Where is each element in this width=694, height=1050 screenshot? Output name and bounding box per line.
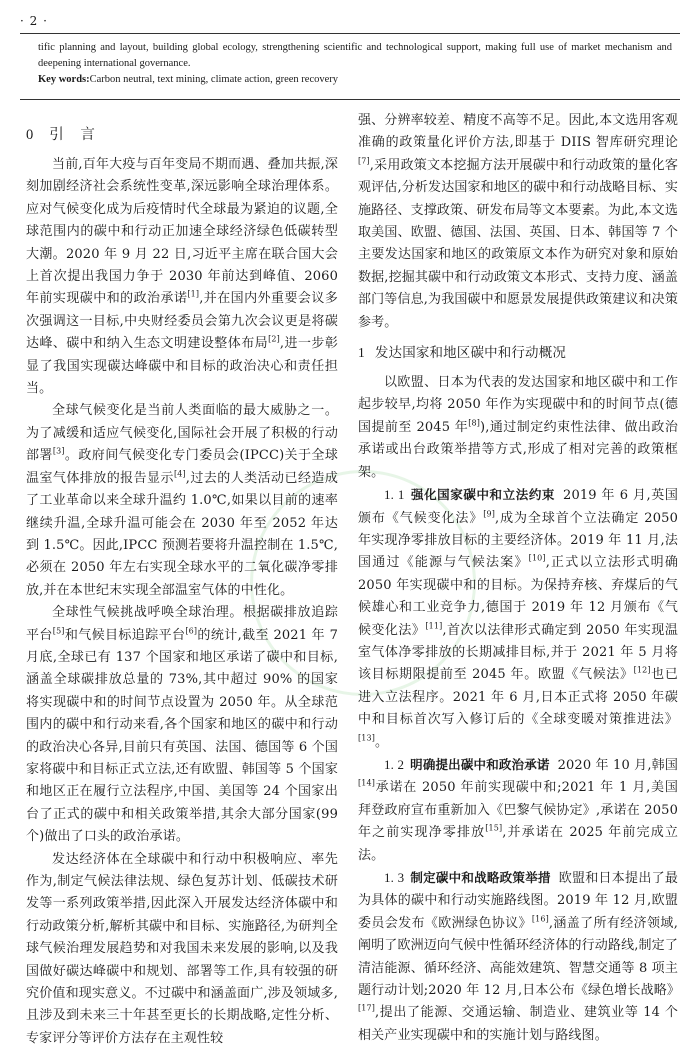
citation-ref: [7] [358, 156, 370, 166]
text-run: 。 [375, 734, 389, 750]
text-run: 以欧盟、日本为代表的发达国家和地区碳中和工作起步较早,均将 2050 年作为实现碳中和的时间节点(德国提前至 2045 年 [358, 375, 678, 435]
citation-ref: [11] [425, 621, 443, 631]
text-run: ,过去的人类活动已经造成了工业革命以来全球升温约 1.0℃,如果以目前的速率继续升温,全球升温可能会在 2030 年至 2052 年达到 1.5℃。因此,IPCC 预测若要将升温控制在 1.5℃,必须在 2050 年左右实现全球水平的二氧化碳净零排放,并在本世纪末实现全部温室气体的中性化。 [26, 470, 339, 598]
page-number: · 2 · [20, 14, 48, 28]
section-heading-intro [26, 122, 338, 148]
subsection-number: 1. 3 [384, 870, 405, 885]
text-run: ,采用政策文本挖掘方法开展碳中和行动政策的量化客观评估,分析发达国家和地区的碳中和行动战略目标、实施路径、支撑政策、研发布局等文本要素。为此,本文选取美国、欧盟、德国、法国、英国、日本、韩国等 7 个主要发达国家和地区的政策原文本作为研究对象和原始数据,挖掘其碳中和行动政策文本形式、支持力度、涵盖部门等信息,为我国碳中和愿景发展提供政策建议和决策参考。 [358, 157, 678, 330]
citation-ref: [5] [52, 626, 65, 636]
subsection-1-1 [358, 484, 678, 754]
intro-paragraph-1 [26, 154, 338, 400]
citation-ref: [14] [358, 779, 376, 789]
text-run: ,并在国内外重要会议多次强调这一目标,中央财经委员会第九次会议更是将碳达峰、碳中和纳入生态文明建设整体布局 [26, 291, 338, 352]
right-column [358, 110, 681, 1047]
keywords-line [38, 72, 672, 88]
text-run: 全球性气候挑战呼唤全球治理。根据碳排放追踪平台 [26, 605, 338, 643]
text-run: ),通过制定约束性法律、做出政治承诺或出台政策举措等方式,形成了相对完善的政策框架。 [358, 419, 679, 480]
text-run: 强、分辨率较差、精度不高等不足。因此,本文选用客观准确的政策量化评价方法,即基于 DIIS 智库研究理论 [358, 113, 678, 151]
text-run: ,正式以立法形式明确 2050 年实现碳中和的目标。为保持弃核、弃煤后的气候雄心和工业竞争力,德国于 2019 年 12 月颁布《气候变化法》 [358, 555, 678, 638]
text-run: 欧盟和日本提出了最为具体的碳中和行动实施路线图。2019 年 12 月,欧盟委员会发布《欧洲绿色协议》 [358, 871, 678, 931]
section-number: 1 [358, 345, 365, 361]
citation-ref: [9] [483, 509, 496, 519]
keywords-text: Carbon neutral, text mining, climate action, green recovery [89, 74, 339, 85]
citation-ref: [17] [358, 1004, 376, 1014]
citation-ref: [13] [358, 733, 376, 743]
citation-ref: [6] [185, 626, 198, 636]
citation-ref: [2] [268, 334, 280, 344]
text-run: ,成为全球首个立法确定 2050 年实现净零排放目标的主要经济体。2019 年 11 月,法国通过《能源与气候法案》 [358, 510, 678, 571]
citation-ref: [1] [187, 290, 200, 300]
subsection-1-2 [358, 754, 678, 867]
header-rule [20, 33, 680, 34]
abstract-rule [20, 99, 680, 100]
abstract-text: tific planning and layout, building global ecology, strengthening scientific and technological support, making full use of market mechanism and deepening international governance. [38, 42, 672, 69]
text-run: 。政府间气候变化专门委员会(IPCC)关于全球温室气体排放的报告显示 [26, 448, 338, 486]
subsection-title: 制定碳中和战略政策举措 [410, 870, 551, 885]
citation-ref: [10] [528, 553, 546, 563]
text-run: 承诺在 2050 年前实现碳中和;2021 年 1 月,美国拜登政府宣布重新加入《巴黎气候协定》,承诺在 2050 年之前实现净零排放 [358, 780, 678, 841]
keywords-label: Key words: [38, 74, 90, 85]
intro-paragraph-4: 发达经济体在全球碳中和行动中积极响应、率先作为,制定气候法律法规、绿色复苏计划、低碳技术研发等一系列政策举措,因此深入开展发达经济体碳中和行动政策分析,解析其碳中和目标、实施路径,为研判全球气候治理发展趋势和对我国未来发展的影响,以及我国做好碳达峰碳中和规划、部署等工作,具有较强的研究价值和现实意义。不过碳中和涵盖面广,涉及领域多,且涉及到未来三十年甚至更长的长期战略,定性分析、专家评分等评价方法存在主观性较 [26, 851, 338, 1046]
left-column [26, 116, 338, 1050]
subsection-1-3 [358, 867, 681, 1047]
section-title: 引 言 [49, 127, 101, 143]
text-run: 全球气候变化是当前人类面临的最大威胁之一。为了减缓和适应气候变化,国际社会开展了积极的行动部署 [26, 403, 338, 464]
subsection-title: 强化国家碳中和立法约束 [410, 487, 556, 503]
subsection-number: 1. 1 [384, 487, 405, 503]
text-run: ,首次以法律形式确定到 2050 年实现温室气体净零排放的长期减排目标,并于 2021 年 5 月将该目标期限提前至 2045 年。欧盟《气候法》 [358, 622, 678, 683]
text-run: 2019 年 6 月,英国颁布《气候变化法》 [358, 488, 678, 526]
citation-ref: [4] [173, 469, 186, 479]
text-run: 也已进入立法程序。2021 年 6 月,日本正式将 2050 年碳中和目标首次写入修订后的《全球变暖对策推进法》 [358, 667, 678, 728]
text-run: ,涵盖了所有经济领域,阐明了欧洲迈向气候中性循环经济体的行动路线,制定了清洁能源、循环经济、高能效建筑、智慧交通等 8 项主题行动计划;2020 年 12 月,日本公布《绿色增长战略》 [358, 915, 681, 999]
text-run: ,并承诺在 2025 年前完成立法。 [358, 825, 678, 863]
text-run: 2020 年 10 月,韩国 [557, 757, 678, 773]
intro-paragraph-4-continued [358, 110, 678, 334]
citation-ref: [8] [468, 418, 480, 428]
english-abstract-tail [38, 40, 672, 88]
section-heading-1 [358, 340, 678, 366]
subsection-number: 1. 2 [384, 756, 405, 772]
citation-ref: [12] [633, 666, 651, 676]
section-number: 0 [26, 127, 40, 143]
intro-paragraph-3 [26, 602, 338, 848]
citation-ref: [15] [485, 823, 503, 833]
intro-paragraph-2 [26, 400, 338, 602]
citation-ref: [3] [52, 446, 65, 456]
section1-paragraph [358, 372, 678, 484]
citation-ref: [16] [531, 914, 549, 924]
subsection-title: 明确提出碳中和政治承诺 [410, 756, 550, 772]
text-run: 当前,百年大疫与百年变局不期而遇、叠加共振,深刻加剧经济社会系统性变革,深远影响全球治理体系。应对气候变化成为后疫情时代全球最为紧迫的议题,全球范围内的碳中和行动正加速全球经济绿色低碳转型大潮。2020 年 9 月 22 日,习近平主席在联合国大会上首次提出我国力争于 2030 年前达到峰值、2060 年前实现碳中和的政治承诺 [26, 157, 338, 307]
text-run: 和气候目标追踪平台 [64, 627, 186, 643]
text-run: ,提出了能源、交通运输、制造业、建筑业等 14 个相关产业实现碳中和的实施计划与路线图。 [358, 1005, 678, 1043]
text-run: 的统计,截至 2021 年 7 月底,全球已有 137 个国家和地区承诺了碳中和目标,涵盖全球碳排放总量的 73%,其中超过 90% 的国家将实现碳中和的时间节点设置为 2050 年。从全球范围内的碳中和行动来看,各个国家和地区的碳中和行动的政治决心各异,目前只有英国、法国、德国等 6 个国家将碳中和目标正式立法,还有欧盟、韩国等 5 个国家和地区正在履行立法程序,中国、美国等 24 个国家出台了正式的碳中和相关政策举措,其余大部分国家(99 个)做出了口头的政治承诺。 [26, 627, 338, 845]
section-title: 发达国家和地区碳中和行动概况 [374, 345, 567, 362]
text-run: ,进一步彰显了我国实现碳达峰碳中和目标的政治决心和责任担当。 [26, 336, 338, 397]
